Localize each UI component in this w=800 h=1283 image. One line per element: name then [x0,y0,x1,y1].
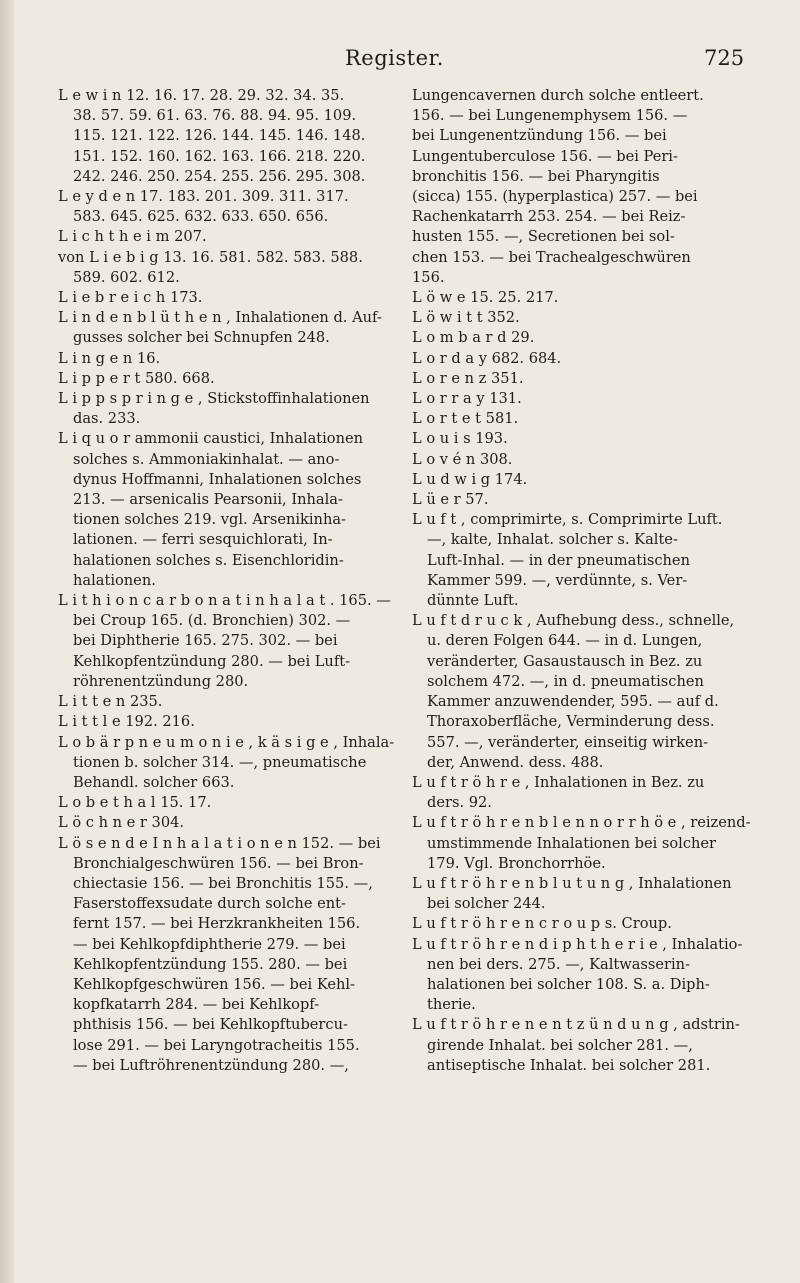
index-line: L o r e n z 351. [412,369,524,387]
index-line: L ö c h n e r 304. [58,814,185,832]
page-edge-shadow [0,0,14,1283]
index-line: L i p p e r t 580. 668. [58,369,215,387]
index-line: chiectasie 156. — bei Bronchitis 155. —, [73,874,373,892]
index-line: Thoraxoberfläche, Verminderung dess. [427,713,715,731]
index-line: bei solcher 244. [427,895,546,913]
index-line: L o m b a r d 29. [412,329,535,347]
index-line: solchem 472. —, in d. pneumatischen [427,672,704,690]
index-line: 115. 121. 122. 126. 144. 145. 146. 148. [73,127,366,145]
index-line: 242. 246. 250. 254. 255. 256. 295. 308. [73,167,366,185]
index-line: L u f t r ö h r e n b l e n n o r r h ö e , reizend- [412,814,751,832]
index-line: bei Croup 165. (d. Bronchien) 302. — [73,612,351,630]
index-line: lationen. — ferri sesquichlorati, In- [73,531,333,549]
index-line: L u f t , comprimirte, s. Comprimirte Luft. [412,511,723,529]
index-line: L o b e t h a l 15. 17. [58,794,212,812]
index-line: Behandl. solcher 663. [73,773,235,791]
index-line: L ü e r 57. [412,491,489,509]
index-line: L o r r a y 131. [412,390,522,408]
index-line: solches s. Ammoniakinhalat. — ano- [73,450,340,468]
index-line: Rachenkatarrh 253. 254. — bei Reiz- [412,208,686,226]
index-line: L i t h i o n c a r b o n a t i n h a l a t . 165. — [58,592,391,610]
index-line: L i e b r e i c h 173. [58,289,203,307]
index-line: kopfkatarrh 284. — bei Kehlkopf- [73,996,320,1014]
index-line: L o r t e t 581. [412,410,519,428]
index-line: 156. [412,268,445,286]
index-line: 583. 645. 625. 632. 633. 650. 656. [73,208,329,226]
index-line: L i t t e n 235. [58,693,163,711]
index-line: (sicca) 155. (hyperplastica) 257. — bei [412,188,698,206]
index-line: L i p p s p r i n g e , Stickstoffinhalationen [58,390,370,408]
index-line: bronchitis 156. — bei Pharyngitis [412,167,660,185]
index-line: veränderter, Gasaustausch in Bez. zu [427,652,703,670]
index-line: L e y d e n 17. 183. 201. 309. 311. 317. [58,188,349,206]
index-line: girende Inhalat. bei solcher 281. —, [427,1036,693,1054]
index-line: röhrenentzündung 280. [73,672,249,690]
index-line: L ö s e n d e I n h a l a t i o n e n 152. — bei [58,834,381,852]
index-line: bei Lungenentzündung 156. — bei [412,127,667,145]
index-line: dynus Hoffmanni, Inhalationen solches [73,470,362,488]
index-line: 156. — bei Lungenemphysem 156. — [412,107,688,125]
index-line: — bei Luftröhrenentzündung 280. —, [73,1056,349,1074]
index-line: L i q u o r ammonii caustici, Inhalationen [58,430,364,448]
index-line: Kehlkopfentzündung 280. — bei Luft- [73,652,351,670]
index-line: L o r d a y 682. 684. [412,349,562,367]
index-line: 151. 152. 160. 162. 163. 166. 218. 220. [73,147,366,165]
index-line: Kehlkopfentzündung 155. 280. — bei [73,955,348,973]
index-line: nen bei ders. 275. —, Kaltwasserin- [427,955,691,973]
index-column-right [412,86,762,1076]
index-line: Kammer anzuwendender, 595. — auf d. [427,693,719,711]
index-line: L u f t r ö h r e n c r o u p s. Croup. [412,915,672,933]
index-line: L u f t r ö h r e n b l u t u n g , Inhalationen [412,874,732,892]
index-line: Bronchialgeschwüren 156. — bei Bron- [73,854,364,872]
index-line: L e w i n 12. 16. 17. 28. 29. 32. 34. 35. [58,87,345,104]
index-line: therie. [427,996,476,1014]
index-line: der, Anwend. dess. 488. [427,753,604,771]
index-line: Luft-Inhal. — in der pneumatischen [427,551,690,569]
index-line: phthisis 156. — bei Kehlkopftubercu- [73,1016,348,1034]
index-line: L u f t r ö h r e , Inhalationen in Bez. zu [412,773,705,791]
index-line: —, kalte, Inhalat. solcher s. Kalte- [427,531,678,549]
index-line: fernt 157. — bei Herzkrankheiten 156. [73,915,361,933]
index-line: Faserstoffexsudate durch solche ent- [73,895,346,913]
index-line: ders. 92. [427,794,492,812]
index-line: Kehlkopfgeschwüren 156. — bei Kehl- [73,975,355,993]
index-line: L i c h t h e i m 207. [58,228,207,246]
index-line: halationen. [73,571,156,589]
index-line: L o b ä r p n e u m o n i e , k ä s i g e , Inhala- [58,733,395,751]
index-line: L ö w i t t 352. [412,309,520,327]
index-line: husten 155. —, Secretionen bei sol- [412,228,675,246]
index-line: lose 291. — bei Laryngotracheitis 155. [73,1036,360,1054]
index-line: L i n g e n 16. [58,349,161,367]
index-line: Lungencavernen durch solche entleert. [412,87,704,104]
page-number: 725 [704,46,745,70]
index-line: 213. — arsenicalis Pearsonii, Inhala- [73,491,343,509]
index-line: Kammer 599. —, verdünnte, s. Ver- [427,571,688,589]
index-line: 589. 602. 612. [73,268,180,286]
index-line: L ö w e 15. 25. 217. [412,289,559,307]
index-line: bei Diphtherie 165. 275. 302. — bei [73,632,338,650]
running-title: Register. [345,46,444,70]
index-line: L i n d e n b l ü t h e n , Inhalationen d. Auf- [58,309,382,327]
index-line: L u f t r ö h r e n d i p h t h e r i e , Inhalatio- [412,935,743,953]
index-line: Lungentuberculose 156. — bei Peri- [412,147,678,165]
index-line: L o u i s 193. [412,430,508,448]
index-line: gusses solcher bei Schnupfen 248. [73,329,330,347]
index-line: L u d w i g 174. [412,470,528,488]
index-line: L i t t l e 192. 216. [58,713,195,731]
index-line: von L i e b i g 13. 16. 581. 582. 583. 588. [58,248,363,266]
index-line: u. deren Folgen 644. — in d. Lungen, [427,632,703,650]
index-line: 179. Vgl. Bronchorrhöe. [427,854,606,872]
index-line: 38. 57. 59. 61. 63. 76. 88. 94. 95. 109. [73,107,357,125]
index-line: L o v é n 308. [412,450,513,468]
index-line: L u f t d r u c k , Aufhebung dess., schnelle, [412,612,735,630]
index-line: tionen b. solcher 314. —, pneumatische [73,753,367,771]
index-line: halationen bei solcher 108. S. a. Diph- [427,975,710,993]
index-line: chen 153. — bei Trachealgeschwüren [412,248,691,266]
index-line: 557. —, veränderter, einseitig wirken- [427,733,709,751]
index-line: das. 233. [73,410,141,428]
index-line: antiseptische Inhalat. bei solcher 281. [427,1056,711,1074]
running-head [0,46,800,76]
index-column-left [58,86,403,1076]
index-line: tionen solches 219. vgl. Arsenikinha- [73,511,346,529]
index-line: halationen solches s. Eisenchloridin- [73,551,344,569]
index-line: umstimmende Inhalationen bei solcher [427,834,717,852]
index-line: L u f t r ö h r e n e n t z ü n d u n g , adstrin- [412,1016,740,1034]
index-line: dünnte Luft. [427,592,519,610]
index-line: — bei Kehlkopfdiphtherie 279. — bei [73,935,346,953]
